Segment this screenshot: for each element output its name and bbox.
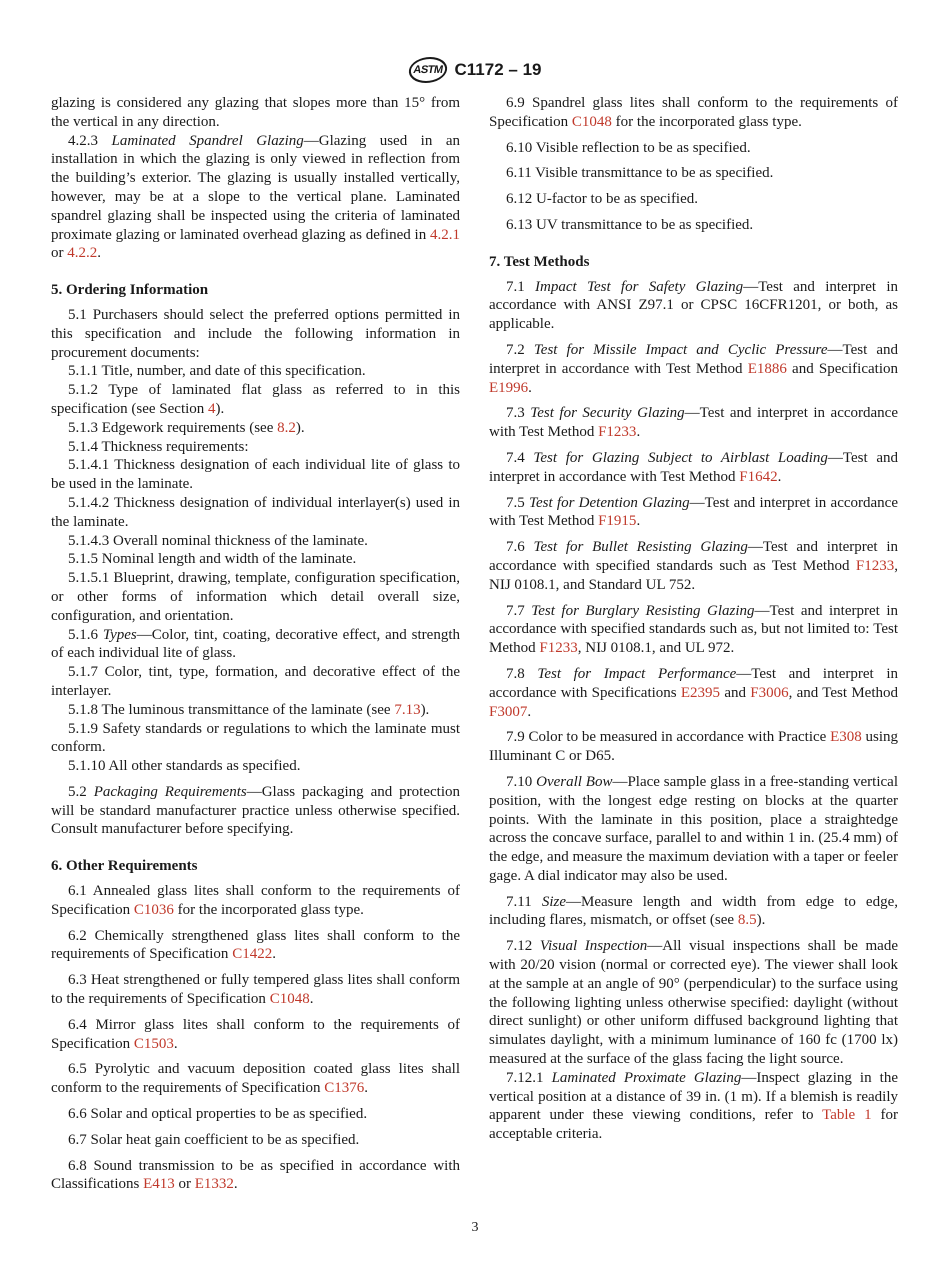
paragraph: 7.1 Impact Test for Safety Glazing—Test and interpret in accordance with ANSI Z97.1 or CPSC 16CFR1201, or both, as applicable. <box>489 278 898 333</box>
paragraph: 5.1.1 Title, number, and date of this specification. <box>68 363 366 380</box>
ref-link[interactable]: 4.2.2 <box>67 245 98 262</box>
ref-link[interactable]: 8.2 <box>277 419 296 436</box>
paragraph: 5.1.4.3 Overall nominal thickness of the laminate. <box>68 532 368 549</box>
paragraph: 7.12 Visual Inspection—All visual inspections shall be made with 20/20 vision (normal or corrected eye). The viewer shall look at the sample at an angle of 90° (perpendicular) to the surface using the following lighting unless otherwise specified: daylight (without direct sunlight) or other uniform diffused background lighting that simulates daylight, with a minimum luminance of 160 fc (1700 lx) measured at the surface of the glass facing the light source. <box>489 938 898 1068</box>
paragraph: 7.4 Test for Glazing Subject to Airblast Loading—Test and interpret in accordance with Test Method F1642. <box>489 449 898 485</box>
paragraph: 5.1.5.1 Blueprint, drawing, template, configuration specification, or other forms of information which detail overall size, configuration, and orientation. <box>51 570 460 624</box>
section-heading-7: 7. Test Methods <box>489 253 590 270</box>
paragraph: 7.9 Color to be measured in accordance with Practice E308 using Illuminant C or D65. <box>489 729 898 765</box>
paragraph: 5.1.7 Color, tint, type, formation, and decorative effect of the interlayer. <box>51 664 460 699</box>
ref-link[interactable]: 8.5 <box>737 912 757 929</box>
paragraph: 6.13 UV transmittance to be as specified. <box>506 216 754 233</box>
ref-link[interactable]: F1233 <box>855 557 895 574</box>
standard-designation: C1172 – 19 <box>454 60 542 79</box>
paragraph: 5.1.9 Safety standards or regulations to which the laminate must conform. <box>51 720 460 756</box>
ref-link[interactable]: E1996 <box>489 379 529 396</box>
page-number: 3 <box>471 1220 479 1235</box>
ref-link[interactable]: 4.2.1 <box>430 226 460 243</box>
ref-link[interactable]: F3007 <box>489 703 528 720</box>
paragraph: 5.1.4.1 Thickness designation of each individual lite of glass to be used in the laminate. <box>51 457 460 493</box>
paragraph: 5.1.10 All other standards as specified. <box>68 758 301 775</box>
ref-link[interactable]: F1233 <box>598 424 637 441</box>
ref-link[interactable]: 7.13 <box>394 701 421 718</box>
ref-link[interactable]: E1886 <box>747 360 787 377</box>
paragraph: 5.2 Packaging Requirements—Glass packaging and protection will be standard manufacturer practice unless otherwise specified. Consult manufacturer before specifying. <box>51 783 460 838</box>
section-heading-6: 6. Other Requirements <box>51 858 198 875</box>
paragraph: 6.6 Solar and optical properties to be as specified. <box>68 1106 368 1123</box>
right-column <box>489 94 898 1144</box>
ref-link[interactable]: E2395 <box>680 684 721 701</box>
paragraph: 7.8 Test for Impact Performance—Test and interpret in accordance with Specifications E2395 and F3006, and Test Method F3007. <box>489 665 898 720</box>
paragraph: 7.6 Test for Bullet Resisting Glazing—Test and interpret in accordance with specified standards such as Test Method F1233, NIJ 0108.1, and Standard UL 752. <box>489 539 898 593</box>
paragraph: 7.5 Test for Detention Glazing—Test and interpret in accordance with Test Method F1915. <box>489 494 898 530</box>
paragraph: 5.1 Purchasers should select the preferred options permitted in this specification and include the following information in procurement documents: <box>51 306 460 361</box>
ref-link[interactable]: F1233 <box>539 640 578 657</box>
ref-link[interactable]: F1642 <box>739 468 778 485</box>
paragraph: 6.4 Mirror glass lites shall conform to the requirements of Specification C1503. <box>51 1016 460 1052</box>
paragraph: glazing is considered any glazing that slopes more than 15° from the vertical in any direction. <box>51 95 460 130</box>
left-column <box>51 94 460 1194</box>
paragraph: 7.11 Size—Measure length and width from edge to edge, including flares, mismatch, or offset (see 8.5). <box>489 893 899 929</box>
paragraph-4-2-3: 4.2.3 Laminated Spandrel Glazing—Glazing used in an installation in which the glazing is only viewed in reflection from the building’s exterior. The glazing is usually installed vertically, however, may be at a slope to the vertical plane. Laminated spandrel glazing shall be inspected using the criteria of laminated proximate glazing or laminated overhead glazing as defined in 4.2.1 or 4.2.2. <box>51 132 460 262</box>
ref-link[interactable]: E1332 <box>194 1176 234 1193</box>
paragraph: 5.1.8 The luminous transmittance of the laminate (see 7.13). <box>68 701 430 718</box>
ref-link[interactable]: E413 <box>143 1176 175 1193</box>
paragraph: 6.8 Sound transmission to be as specified in accordance with Classifications E413 or E1332. <box>51 1157 460 1193</box>
paragraph: 6.3 Heat strengthened or fully tempered glass lites shall conform to the requirements of Specification C1048. <box>51 972 460 1008</box>
astm-logo-icon: ASTM <box>406 57 449 83</box>
ref-link[interactable]: C1376 <box>324 1080 365 1097</box>
ref-link[interactable]: C1036 <box>133 901 174 918</box>
paragraph: 6.10 Visible reflection to be as specified. <box>506 139 751 156</box>
ref-link[interactable]: E308 <box>830 729 862 746</box>
page-header <box>0 56 950 84</box>
paragraph: 5.1.3 Edgework requirements (see 8.2). <box>68 419 305 436</box>
paragraph: 5.1.2 Type of laminated flat glass as referred to in this specification (see Section 4). <box>51 382 460 417</box>
ref-link[interactable]: Table 1 <box>822 1107 872 1124</box>
paragraph: 5.1.5 Nominal length and width of the laminate. <box>68 551 357 568</box>
paragraph: 7.2 Test for Missile Impact and Cyclic Pressure—Test and interpret in accordance with Test Method E1886 and Specification E1996. <box>489 341 899 396</box>
paragraph: 5.1.4 Thickness requirements: <box>68 438 249 455</box>
paragraph: 7.7 Test for Burglary Resisting Glazing—Test and interpret in accordance with specified standards such as, but not limited to: Test Method F1233, NIJ 0108.1, and UL 972. <box>489 602 898 657</box>
paragraph: 6.9 Spandrel glass lites shall conform to the requirements of Specification C1048 for the incorporated glass type. <box>489 95 898 130</box>
paragraph: 7.10 Overall Bow—Place sample glass in a free-standing vertical position, with the longest edge resting on blocks at the quarter points. With the laminate in this position, place a straightedge across the concave surface, parallel to and within 1 in. (25.4 mm) of the edge, and measure the maximum deviation with a taper or feeler gage. A dial indicator may also be used. <box>489 773 898 884</box>
paragraph: 6.12 U-factor to be as specified. <box>506 191 699 208</box>
ref-link[interactable]: C1503 <box>133 1035 174 1052</box>
paragraph: 6.11 Visible transmittance to be as specified. <box>506 165 774 182</box>
ref-link[interactable]: C1048 <box>571 113 612 130</box>
section-heading-5: 5. Ordering Information <box>51 282 209 299</box>
ref-link[interactable]: C1422 <box>232 946 273 963</box>
ref-link[interactable]: F1915 <box>598 513 637 530</box>
paragraph: 6.5 Pyrolytic and vacuum deposition coated glass lites shall conform to the requirements of Specification C1376. <box>51 1061 460 1097</box>
paragraph: 5.1.4.2 Thickness designation of individual interlayer(s) used in the laminate. <box>51 494 460 530</box>
ref-link[interactable]: F3006 <box>750 684 789 701</box>
paragraph: 6.2 Chemically strengthened glass lites shall conform to the requirements of Specification C1422. <box>51 927 460 963</box>
ref-link[interactable]: C1048 <box>269 991 310 1008</box>
ref-link[interactable]: 4 <box>208 400 216 417</box>
paragraph: 7.12.1 Laminated Proximate Glazing—Inspect glazing in the vertical position at a distance of 39 in. (1 m). If a blemish is readily apparent under these viewing conditions, refer to Table 1 for acceptable criteria. <box>489 1069 898 1143</box>
paragraph: 6.7 Solar heat gain coefficient to be as specified. <box>68 1131 360 1148</box>
paragraph: 6.1 Annealed glass lites shall conform to the requirements of Specification C1036 for the incorporated glass type. <box>51 883 460 918</box>
paragraph: 5.1.6 Types—Color, tint, coating, decorative effect, and strength of each individual lite of glass. <box>51 626 460 662</box>
paragraph: 7.3 Test for Security Glazing—Test and interpret in accordance with Test Method F1233. <box>489 405 898 441</box>
